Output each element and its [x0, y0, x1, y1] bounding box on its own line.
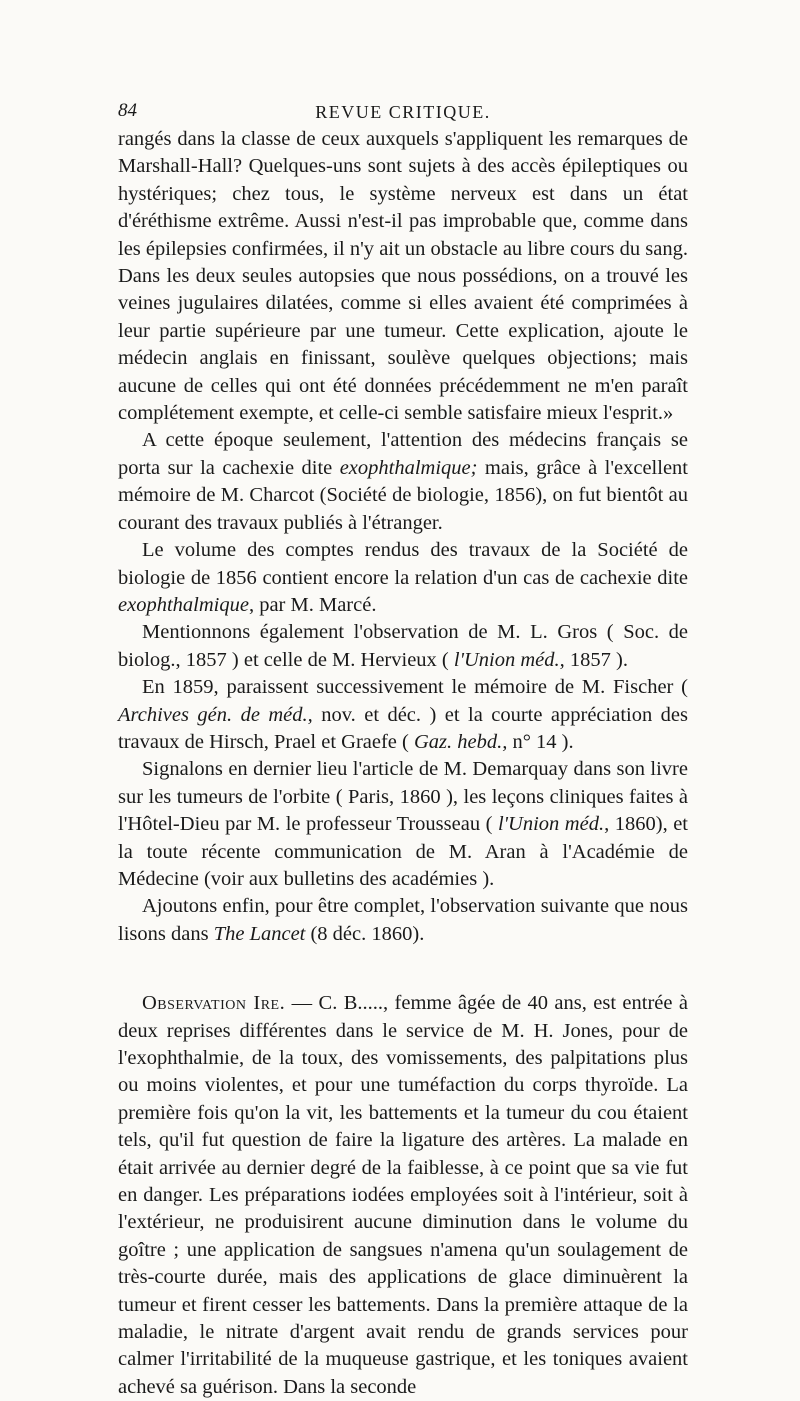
- paragraph-societe-biologie: Le volume des comptes rendus des travaux de la Société de biologie de 1856 contient encore la relation d'un cas de cachexie dite exophthalmique, par M. Marcé.: [118, 539, 688, 616]
- paragraph-lancet: Ajoutons enfin, pour être complet, l'observation suivante que nous lisons dans The Lancet (8 déc. 1860).: [118, 895, 688, 945]
- paragraph-fischer: En 1859, paraissent successivement le mémoire de M. Fischer ( Archives gén. de méd., nov. et déc. ) et la courte appréciation des travaux de Hirsch, Prael et Graefe ( Gaz. hebd., n° 14 ).: [118, 676, 688, 753]
- paragraph-charcot: A cette époque seulement, l'attention des médecins français se porta sur la cachexie dite exophthalmique; mais, grâce à l'excellent mémoire de M. Charcot (Société de biologie, 1856), on fut bientôt au courant des travaux publiés à l'étranger.: [118, 429, 688, 534]
- page-header: [118, 100, 688, 126]
- body-text: [118, 126, 688, 1401]
- observation-paragraph: [118, 990, 688, 1401]
- running-title: REVUE CRITIQUE.: [315, 102, 491, 122]
- section-gap: [118, 948, 688, 990]
- paragraph-gros-hervieux: Mentionnons également l'observation de M. L. Gros ( Soc. de biolog., 1857 ) et celle de M. Hervieux ( l'Union méd., 1857 ).: [118, 621, 688, 671]
- paragraph-demarquay: Signalons en dernier lieu l'article de M. Demarquay dans son livre sur les tumeurs de l'orbite ( Paris, 1860 ), les leçons cliniques faites à l'Hôtel-Dieu par M. le professeur Trousseau ( l'Union méd., 1860), et la toute récente communication de M. Aran à l'Académie de Médecine (voir aux bulletins des académies ).: [118, 758, 689, 890]
- paragraph-continued: rangés dans la classe de ceux auxquels s'appliquent les remarques de Marshall-Hall? Quelques-uns sont sujets à des accès épileptiques ou hystériques; chez tous, le système nerveux est dans un état d'éréthisme extrême. Aussi n'est-il pas improbable que, comme dans les épilepsies confirmées, il n'y ait un obstacle au libre cours du sang. Dans les deux seules autopsies que nous possédions, on a trouvé les veines jugulaires dilatées, comme si elles avaient été comprimées à leur partie supérieure par une tumeur. Cette explication, ajoute le médecin anglais en finissant, soulève quelques objections; mais aucune de celles qui ont été données précédemment ne m'en paraît complétement exempte, et celle-ci semble satisfaire mieux l'esprit.»: [118, 128, 688, 425]
- observation-title: Observation Ire.: [142, 992, 286, 1015]
- observation-text: — C. B....., femme âgée de 40 ans, est entrée à deux reprises différentes dans le service de M. H. Jones, pour de l'exophthalmie, de la toux, des vomissements, des palpitations plus ou moins violentes, et pour une tuméfaction du corps thyroïde. La première fois qu'on la vit, les battements et la tumeur du cou étaient tels, qu'il fut question de faire la ligature des artères. La malade en était arrivée au dernier degré de la faiblesse, à ce point que sa vie fut en danger. Les préparations iodées employées soit à l'intérieur, soit à l'extérieur, ne produisirent aucune diminution dans le volume du goître ; une application de sangsues n'amena qu'un soulagement de très-courte durée, mais des applications de glace diminuèrent la tumeur et firent cesser les battements. Dans la première attaque de la maladie, le nitrate d'argent avait rendu de grands services pour calmer l'irritabilité de la muqueuse gastrique, et les toniques avaient achevé sa guérison. Dans la seconde: [118, 992, 688, 1398]
- page-number: 84: [118, 100, 137, 121]
